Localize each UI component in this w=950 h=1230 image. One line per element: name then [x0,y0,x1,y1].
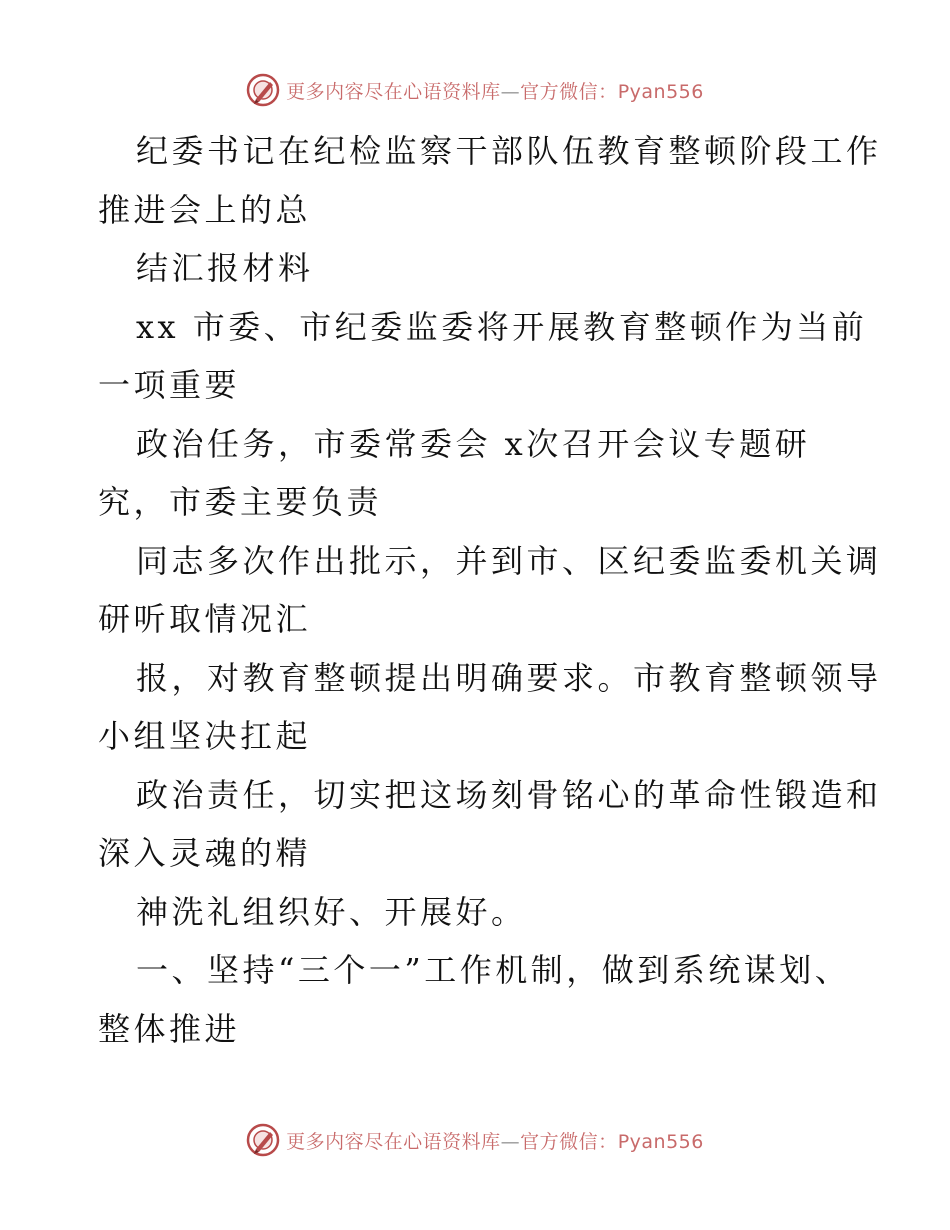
text-line: xx 市委、市纪委监委将开展教育整顿作为当前 [136,307,868,346]
text-line: 结汇报材料 [136,249,314,287]
watermark-wechat-label: 官方微信： [520,1130,618,1153]
watermark-wechat-id: Pyan556 [617,80,704,103]
text-line: 整体推进 [98,1009,241,1048]
text-line: 小组坚决扛起 [98,717,312,755]
footer-watermark [0,1120,950,1160]
text-line: 报，对教育整顿提出明确要求。市教育整顿领导 [136,658,882,697]
watermark-text [286,1127,704,1154]
pen-logo-icon [246,73,280,107]
text-line: 一、坚持“三个一”工作机制，做到系统谋划、 [136,951,851,989]
text-line: 神洗礼组织好、开展好。 [136,892,527,931]
text-line: 政治任务，市委常委会 x次召开会议专题研 [136,424,811,463]
text-line: 一项重要 [98,366,241,404]
text-line: 推进会上的总 [98,190,312,229]
text-line: 究，市委主要负责 [98,483,383,521]
text-line: 深入灵魂的精 [98,834,312,872]
watermark-separator: — [500,1130,521,1153]
watermark-wechat-id: Pyan556 [617,1130,704,1153]
watermark-text [286,77,704,104]
pen-logo-icon [246,1123,280,1157]
watermark-site: 更多内容尽在心语资料库 [286,1130,501,1153]
watermark-wechat-label: 官方微信： [520,80,618,103]
watermark-site: 更多内容尽在心语资料库 [286,80,501,103]
document-body [98,122,882,1058]
header-watermark [0,70,950,110]
watermark-separator: — [500,80,521,103]
text-line: 研听取情况汇 [98,600,312,638]
text-line: 同志多次作出批示，并到市、区纪委监委机关调 [136,541,882,580]
text-line: 纪委书记在纪检监察干部队伍教育整顿阶段工作 [136,132,882,170]
text-line: 政治责任，切实把这场刻骨铭心的革命性锻造和 [136,775,882,814]
